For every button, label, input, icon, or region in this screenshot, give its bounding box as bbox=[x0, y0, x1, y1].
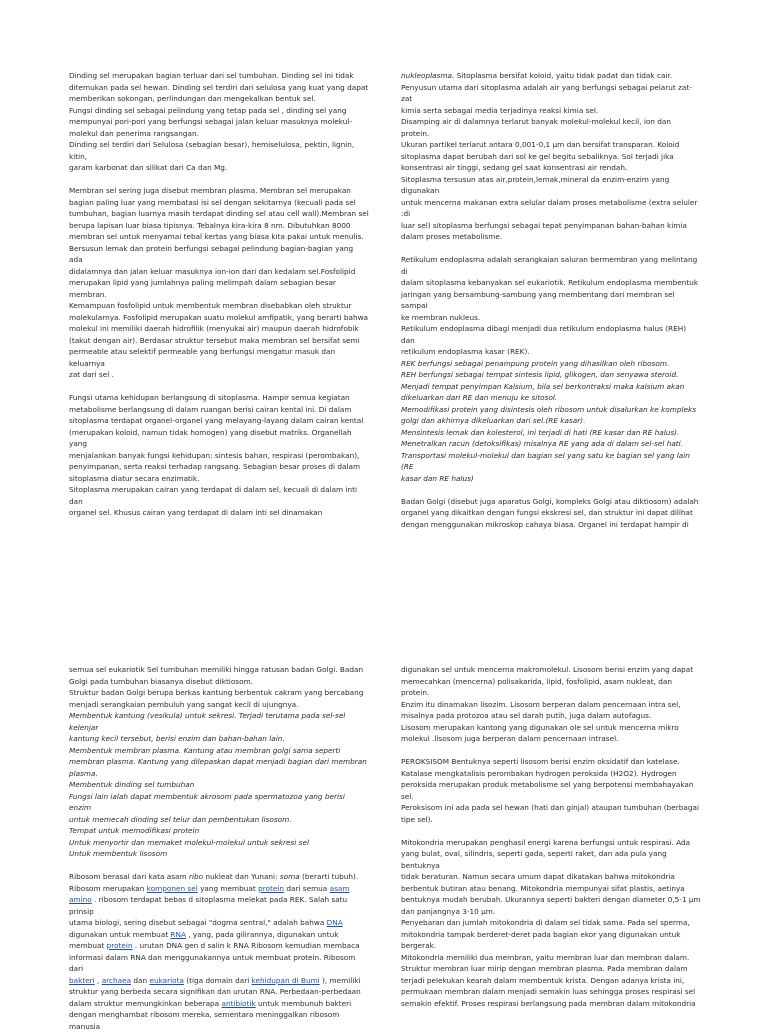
text-line: kantung kecil tersebut, berisi enzim dan bahan-bahan lain. bbox=[69, 734, 285, 743]
text-line: luar sel) sitoplasma berfungsi sebagai tepat penyimpanan bahan-bahan kimia bbox=[401, 220, 687, 230]
text-run: yang membuat bbox=[197, 883, 259, 893]
paragraph-gap bbox=[69, 860, 369, 872]
text-run: dan bbox=[131, 975, 150, 985]
hyperlink[interactable]: amino bbox=[69, 895, 92, 904]
text-line: plasma. bbox=[69, 768, 98, 778]
text-line: Enzim itu dinamakan lisozim. Lisosom berperan dalam pencernaan intra sel, bbox=[401, 699, 681, 709]
text-line: terjadi pelekukan kearah dalam membentuk krista. Dengan adanya krista ini, bbox=[401, 975, 685, 985]
italic-term: nukleoplasma. bbox=[401, 71, 455, 80]
text-line: ditemukan pada sel hewan. Dinding sel terdiri dari selulosa yang kuat yang dapat bbox=[69, 82, 369, 92]
text-line: molekul dan penerima rangsangan. bbox=[69, 128, 199, 138]
text-line: kasar dan RE halus) bbox=[401, 473, 474, 483]
text-line: mitokondria tampak berderet-deret pada bagian ekor yang digunakan untuk bbox=[401, 929, 681, 939]
text-line: Ukuran partikel terlarut antara 0,001-0,1 μm dan bersifat transparan. Koloid bbox=[401, 140, 680, 149]
text-line: Kemampuan fosfolipid untuk membentuk membran disebabkan oleh struktur bbox=[69, 301, 352, 310]
text-line: membran sel untuk menyamai tebal kertas yang biasa kita pakai untuk menulis. bbox=[69, 232, 364, 241]
text-line: semua sel eukariotik Sel tumbuhan memiliki hingga ratusan badan Golgi. Badan bbox=[69, 665, 364, 674]
text-line: struktur yang berbeda secara signifikan dan urutan RNA. Perbedaan-perbedaan bbox=[69, 987, 361, 996]
text-line: Membentuk kantung (vesikula) untuk sekresi. Terjadi terutama pada sel-sel kelenjar bbox=[69, 711, 346, 732]
text-run: . ribosom terdapat bebas d sitoplasma melekat pada REK. Salah satu prinsip bbox=[69, 895, 348, 916]
text-line: memecahkan (mencerna) polisakarida, lipid, fosfolipid, asam nukleat, dan protein. bbox=[401, 676, 672, 697]
text-line: digunakan sel untuk mencerna makromolekul. Lisosom berisi enzim yang dapat bbox=[401, 665, 694, 674]
text-line: tidak beraturan. Namun secara umum dapat dikatakan bahwa mitokondria bbox=[401, 872, 675, 881]
text-line bbox=[69, 883, 369, 895]
text-run: Ribosom berasal dari kata asam bbox=[69, 872, 189, 881]
paragraph-gap bbox=[69, 381, 369, 393]
text-line: bergerak. bbox=[401, 941, 437, 950]
text-line: Untuk menyortir dan memaket molekul-molekul untuk sekresi sel bbox=[69, 837, 309, 847]
text-line: misalnya pada protozoa atau sel darah putih, juga dalam autofagus. bbox=[401, 711, 652, 720]
text-line: nukleoplasma. Sitoplasma bersifat koloid, yaitu tidak padat dan tidak cair. bbox=[401, 71, 673, 80]
text-line: dikeluarkan dari RE dan menuju ke sitosol. bbox=[401, 393, 558, 402]
text-line: dan panjangnya 3-10 μm. bbox=[401, 906, 496, 916]
paragraph-gap bbox=[69, 174, 369, 186]
hyperlink[interactable]: archaea bbox=[101, 975, 132, 985]
text-line: mempunyai pori-pori yang berfungsi sebagai jalan keluar masuknya molekul- bbox=[69, 117, 353, 126]
hyperlink[interactable]: eukariota bbox=[149, 975, 184, 985]
text-run: ), memiliki bbox=[319, 975, 361, 985]
paragraph-gap bbox=[401, 243, 701, 255]
paragraph-gap bbox=[401, 484, 701, 496]
text-line: (merupakan koloid, namun tidak homogen) yang disebut matriks. Organellah yang bbox=[69, 427, 352, 448]
hyperlink[interactable]: protein bbox=[258, 883, 285, 893]
text-line: retikulum endoplasma kasar (REK). bbox=[401, 347, 530, 356]
text-line bbox=[69, 894, 369, 917]
text-run: dalam struktur memungkinkan beberapa bbox=[69, 998, 222, 1008]
text-line: molekul .lisosom juga berperan dalam pencernaan intrasel. bbox=[401, 734, 619, 743]
hyperlink[interactable]: protein bbox=[106, 941, 133, 950]
text-run: digunakan untuk membuat bbox=[69, 929, 171, 939]
paragraph-gap bbox=[401, 745, 701, 757]
text-line: Bersusun lemak dan protein berfungsi sebagai pelindung bagian-bagian yang ada bbox=[69, 243, 354, 264]
italic-term: ribo bbox=[188, 872, 204, 881]
text-line: dengan menggunakan mikroskop cahaya biasa. Organel ini terdapat hampir di bbox=[401, 519, 689, 529]
text-line: Dinding sel merupakan bagian terluar dari sel tumbuhan. Dinding sel ini tidak bbox=[69, 71, 354, 80]
hyperlink[interactable]: kehidupan di Bumi bbox=[251, 975, 320, 985]
text-line: Golgi pada tumbuhan biasanya disebut diktiosom. bbox=[69, 676, 253, 686]
text-run: utama biologi, sering disebut sebagai "dogma sentral," adalah bahwa bbox=[69, 918, 327, 927]
page2-right-column bbox=[401, 664, 701, 1024]
text-line bbox=[69, 940, 369, 952]
text-line: Tempat untuk memodifikasi protein bbox=[69, 826, 200, 835]
text-line: berbentuk butiran atau benang. Mitokondria mempunyai sifat plastis, aetinya bbox=[401, 883, 685, 893]
page1-left-column bbox=[69, 70, 369, 520]
text-line: organel yang dikaitkan dengan fungsi ekskresi sel, dan struktur ini dapat dilihat bbox=[401, 508, 693, 517]
text-line: golgi dan akhirnya dikeluarkan dari sel.(RE kasar). bbox=[401, 416, 586, 425]
text-line: REK berfungsi sebagai penampung protein yang dihasilkan oleh ribosom. bbox=[401, 358, 670, 368]
text-line bbox=[69, 917, 369, 929]
text-line: Sitoplasma merupakan cairan yang terdapat di dalam sel, kecuali di dalam inti dan bbox=[69, 485, 358, 506]
text-line: molekul ini memiliki daerah hidrofilik (menyukai air) maupun daerah hidrofobik bbox=[69, 324, 359, 333]
text-line: permukaan membran dalam menjadi semakin luas sehingga proses respirasi sel bbox=[401, 987, 696, 996]
text-line: Fungsi utama kehidupan berlangsung di sitoplasma. Hampir semua kegiatan bbox=[69, 393, 350, 402]
text-line: memberikan sokongan, perlindungan dan mengekalkan bentuk sel. bbox=[69, 94, 316, 103]
text-line: Mitokondria memiliki dua membran, yaitu membran luar dan membran dalam. bbox=[401, 952, 690, 962]
text-run: dari semua bbox=[284, 883, 330, 893]
hyperlink[interactable]: RNA bbox=[170, 929, 186, 939]
text-line bbox=[69, 871, 369, 883]
text-run: (tiga domain dari bbox=[183, 975, 252, 985]
text-line: berupa lapisan luar biasa tipisnya. Tebalnya kira-kira 8 nm. Dibutuhkan 8000 bbox=[69, 220, 351, 230]
text-line: peroksida merupakan produk metabolisme sel yang berpotensi membahayakan sel. bbox=[401, 780, 694, 801]
text-line: Penyebaran dan jumlah mitokondria di dalam sel tidak sama. Pada sel sperma, bbox=[401, 918, 690, 927]
text-line: semakin efektif. Proses respirasi berlangsung pada membran dalam mitokondria bbox=[401, 998, 696, 1008]
text-line: bagian paling luar yang membatasi isi sel dengan sekitarnya (kecuali pada sel bbox=[69, 197, 356, 207]
text-line: Disamping air di dalamnya terlarut banyak molekul-molekul kecil, ion dan protein. bbox=[401, 117, 671, 138]
text-line: bentuknya mudah berubah. Ukurannya seperti bakteri dengan diameter 0,5-1 μm bbox=[401, 895, 701, 904]
text-line: menjalankan banyak fungsi kehidupan: sintesis bahan, respirasi (perombakan), bbox=[69, 450, 360, 460]
page2-left-column bbox=[69, 664, 369, 1031]
text-line: Katalase mengkatalisis perombakan hydrogen peroksida (H2O2). Hydrogen bbox=[401, 768, 677, 778]
hyperlink[interactable]: komponen sel bbox=[146, 883, 198, 893]
text-line: PEROKSISOM Bentuknya seperti lisosom berisi enzim oksidatif dan katelase. bbox=[401, 757, 680, 766]
text-line: dengan menghambat ribosom mereka, sementara meninggalkan ribosom manusia bbox=[69, 1010, 340, 1031]
text-line: organel sel. Khusus cairan yang terdapat di dalam inti sel dinamakan bbox=[69, 508, 323, 517]
text-line: Struktur badan Golgi berupa berkas kantung berbentuk cakram yang bercabang bbox=[69, 688, 364, 697]
text-line: Struktur membran luar mirip dengan membran plasma. Pada membran dalam bbox=[401, 964, 688, 973]
text-line: ke membran nukleus. bbox=[401, 312, 481, 322]
text-line: Mitokondria merupakan penghasil energi karena berfungsi untuk respirasi. Ada bbox=[401, 837, 691, 847]
text-line: kimia serta sebagai media terjadinya reaksi kimia sel. bbox=[401, 105, 599, 115]
text-run: Ribosom merupakan bbox=[69, 883, 147, 893]
text-line: Penyusun utama dari sitoplasma adalah air yang berfungsi sebagai pelarut zat-zat bbox=[401, 82, 692, 103]
text-line: REH berfungsi sebagai tempat sintesis lipid, glikogen, dan senyawa steroid. bbox=[401, 370, 679, 379]
text-line: Membran sel sering juga disebut membran plasma. Membran sel merupakan bbox=[69, 186, 351, 195]
text-line: zat dari sel . bbox=[69, 370, 114, 379]
paragraph-gap bbox=[401, 825, 701, 837]
text-line: informasi dalam RNA dan menggunakannya untuk membuat protein. Ribosom dari bbox=[69, 952, 356, 973]
text-line: garam karbonat dan silikat dari Ca dan Mg. bbox=[69, 163, 228, 172]
text-line: sitoplasma terdapat organel-organel yang melayang-layang dalam cairan kental bbox=[69, 416, 364, 425]
text-line: Transportasi molekul-molekul dan bagian sel yang satu ke bagian sel yang lain (RE bbox=[401, 450, 690, 471]
text-line: Peroksisom ini ada pada sel hewan (hati dan ginjal) ataupan tumbuhan (berbagai bbox=[401, 803, 699, 812]
text-line: molekularnya. Fosfolipid merupakan suatu molekul amfipatik, yang berarti bahwa bbox=[69, 312, 369, 322]
text-line: Menetralkan racun (detoksifikas) misalnya RE yang ada di dalam sel-sel hati. bbox=[401, 439, 684, 448]
text-run: nukleat dan Yunani: bbox=[203, 872, 280, 881]
text-line: Sitoplasma tersusun atas air,protein,lemak,mineral da enzim-enzim yang digunakan bbox=[401, 174, 670, 195]
text-line: Fungsi dinding sel sebagai pelindung yang tetap pada sel , dinding sel yang bbox=[69, 105, 347, 115]
text-line: dalam proses metabolisme. bbox=[401, 232, 503, 241]
text-line bbox=[69, 998, 369, 1010]
text-line: Memodifikasi protein yang disintesis oleh ribosom untuk disalurkan ke kompleks bbox=[401, 404, 697, 414]
italic-term: soma bbox=[279, 872, 300, 881]
hyperlink[interactable]: antibiotik bbox=[221, 998, 256, 1008]
text-line: menjadi serangkaian pembuluh yang sangat kecil di ujungnya. bbox=[69, 699, 299, 709]
text-line: tumbuhan, bagian luarnya masih terdapat dinding sel atau cell wall).Membran sel bbox=[69, 209, 369, 218]
text-line: yang bulat, oval, silindris, seperti gada, seperti raket, dan ada pula yang bentuknya bbox=[401, 849, 667, 870]
text-run: , yang, pada gilirannya, digunakan untuk bbox=[185, 929, 339, 939]
hyperlink[interactable]: asam bbox=[329, 883, 350, 893]
text-line: jaringan yang bersambung-sambung yang membentang dari membran sel sampai bbox=[401, 289, 675, 310]
text-line: Membentuk dinding sel tumbuhan bbox=[69, 780, 195, 789]
text-line: dalam sitoplasma kebanyakan sel eukariotik. Retikulum endoplasma membentuk bbox=[401, 278, 699, 287]
hyperlink[interactable]: bakteri bbox=[69, 975, 95, 985]
hyperlink[interactable]: DNA bbox=[326, 918, 343, 927]
text-line: Lisosom merupakan kantong yang digunakan ole sel untuk mencerna mikro bbox=[401, 722, 679, 732]
text-line: merupakan lipid yang jumlahnya paling melimpah dalam sebagian besar membran. bbox=[69, 278, 336, 299]
text-line: membran plasma. Kantung yang dilepaskan dapat menjadi bagian dari membran bbox=[69, 757, 367, 766]
text-line: Retikulum endoplasma dibagi menjadi dua retikulum endoplasma halus (REH) dan bbox=[401, 324, 687, 345]
text-line: untuk memecah dinding sel telur dan pembentukan lisosom. bbox=[69, 814, 292, 824]
text-line: Menjadi tempat penyimpan Kalsium, bila sel berkontraksi maka kalsium akan bbox=[401, 381, 685, 391]
text-line: didalamnya dan jalan keluar masuknya ion-ion dari dan kedalam sel.Fosfolipid bbox=[69, 266, 356, 276]
text-line: Retikulum endoplasma adalah serangkaian saluran bermembran yang melintang di bbox=[401, 255, 698, 276]
text-line: konsentrasi air tinggi, sedang gel saat konsentrasi air rendah. bbox=[401, 163, 628, 172]
text-run: , bbox=[94, 975, 102, 985]
text-line: Dinding sel terdiri dari Selulosa (sebagian besar), hemiselulosa, pektin, lignin, kitin, bbox=[69, 140, 355, 161]
text-line bbox=[69, 975, 369, 987]
text-line bbox=[69, 929, 369, 941]
text-line: Mensintesis lemak dan kolesterol, ini terjadi di hati (RE kasar dan RE halus). bbox=[401, 427, 680, 437]
text-line: Membentuk membran plasma. Kantung atau membran golgi sama seperti bbox=[69, 745, 341, 755]
page1-right-column bbox=[401, 70, 701, 529]
text-line: sitoplasma dapat berubah dari sol ke gel begitu sebaliknya. Sol terjadi jika bbox=[401, 151, 674, 161]
text-run: membuat bbox=[69, 941, 107, 950]
text-line: Badan Golgi (disebut juga aparatus Golgi, kompleks Golgi atau diktiosom) adalah bbox=[401, 496, 699, 506]
text-line: penyimpanan, serta reaksi terhadap rangsang. Sebagian besar proses di dalam bbox=[69, 462, 361, 471]
text-line: sitoplasma diatur secara enzimatik. bbox=[69, 473, 200, 483]
text-line: tipe sel). bbox=[401, 814, 433, 824]
text-line: untuk mencerna makanan extra selular dalam proses metabolisme (extra seluler :di bbox=[401, 197, 698, 218]
text-run: untuk membunuh bakteri bbox=[255, 998, 352, 1008]
text-line: permeable atau selektif permeable yang berfungsi mengatur masuk dan keluarnya bbox=[69, 347, 336, 368]
text-line: Untuk membentuk lisosom bbox=[69, 849, 168, 858]
text-line: (takut dengan air). Berdasar struktur tersebut maka membran sel bersifat semi bbox=[69, 335, 360, 345]
text-line: Fungsi lain ialah dapat membentuk akrosom pada spermatozoa yang berisi enzim bbox=[69, 791, 345, 812]
text-run: . urutan DNA gen d salin k RNA Ribosom kemudian membaca bbox=[132, 941, 360, 950]
text-run: (berarti tubuh). bbox=[299, 872, 359, 881]
text-line: metabolisme berlangsung di dalam ruangan berisi cairan kental ini. Di dalam bbox=[69, 404, 352, 414]
